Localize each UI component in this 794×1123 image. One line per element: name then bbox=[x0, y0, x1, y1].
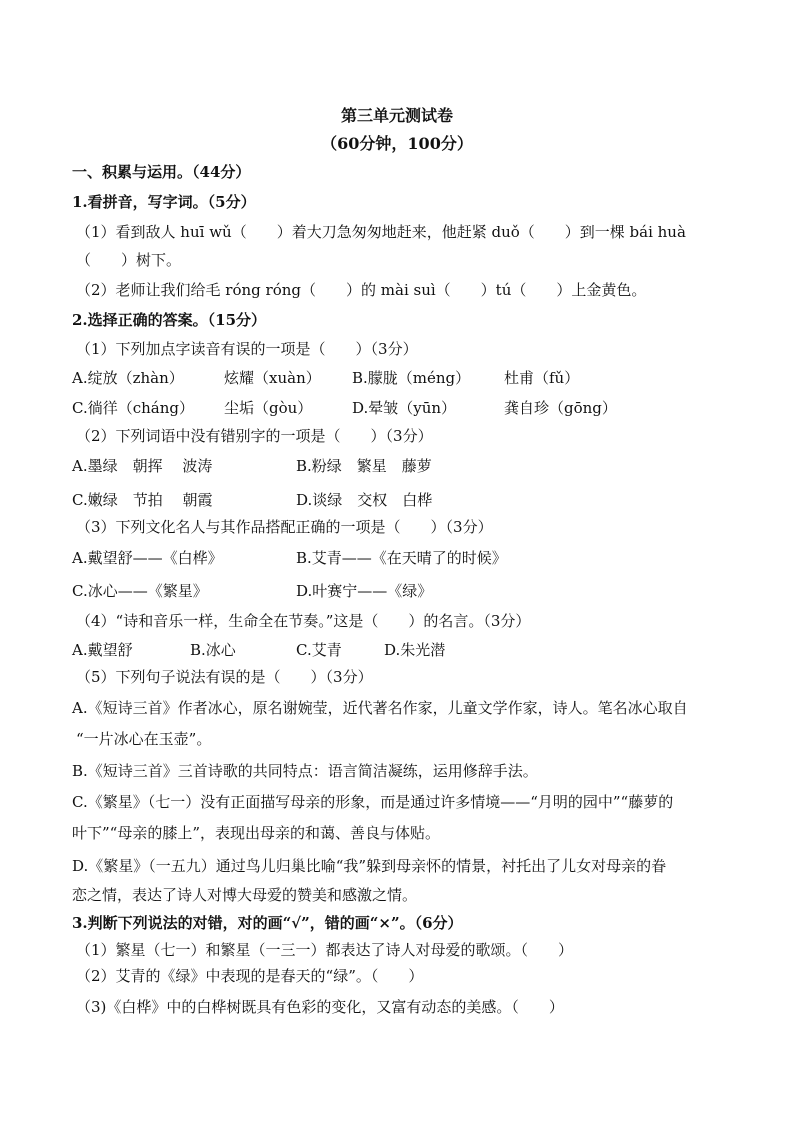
question-2-1-stem: （1）下列加点字读音有误的一项是（ ）（3分） bbox=[76, 340, 418, 358]
option-a: A.绽放（zhàn） bbox=[72, 369, 184, 387]
option-d: D.晕皱（yūn） bbox=[352, 399, 457, 417]
option-c-extra: 尘垢（gòu） bbox=[224, 399, 313, 417]
option-b: B.艾青——《在天晴了的时候》 bbox=[296, 549, 507, 567]
option-d-continued: 恋之情，表达了诗人对博大母爱的赞美和感激之情。 bbox=[72, 886, 418, 904]
statement-1: （1）繁星（七一）和繁星（一三一）都表达了诗人对母爱的歌颂。（ ） bbox=[76, 941, 574, 959]
option-b-extra: 杜甫（fǔ） bbox=[504, 369, 580, 387]
option-d: D.谈绿 交权 白桦 bbox=[296, 491, 433, 509]
question-2-4-stem: （4）“诗和音乐一样，生命全在节奏。”这是（ ）的名言。（3分） bbox=[76, 612, 531, 630]
option-a: A.戴望舒 bbox=[72, 641, 133, 659]
question-2-2-stem: （2）下列词语中没有错别字的一项是（ ）（3分） bbox=[76, 427, 433, 445]
question-1-heading: 1.看拼音，写字词。（5分） bbox=[72, 193, 256, 211]
option-d: D.叶赛宁——《绿》 bbox=[296, 582, 433, 600]
question-1-line: （2）老师让我们给毛 róng róng（ ）的 mài suì（ ）tú（ ）上金黄色。 bbox=[76, 281, 647, 299]
statement-2: （2）艾青的《绿》中表现的是春天的“绿”。（ ） bbox=[76, 967, 424, 985]
option-b: B.朦胧（méng） bbox=[352, 369, 471, 387]
option-b: B.《短诗三首》三首诗歌的共同特点：语言简洁凝练，运用修辞手法。 bbox=[72, 762, 538, 780]
question-3-heading: 3.判断下列说法的对错，对的画“√”，错的画“×”。（6分） bbox=[72, 914, 463, 932]
option-b: B.粉绿 繁星 藤萝 bbox=[296, 457, 432, 475]
option-a: A.墨绿 朝挥 波涛 bbox=[72, 457, 213, 475]
option-d-extra: 龚自珍（gōng） bbox=[504, 399, 617, 417]
option-c: C.冰心——《繁星》 bbox=[72, 582, 208, 600]
option-c: C.艾青 bbox=[296, 641, 342, 659]
option-c: C.嫩绿 节拍 朝霞 bbox=[72, 491, 213, 509]
option-a-continued: “一片冰心在玉壶”。 bbox=[76, 730, 212, 748]
option-c-continued: 叶下”“母亲的膝上”，表现出母亲的和蔼、善良与体贴。 bbox=[72, 824, 441, 842]
option-d: D.朱光潜 bbox=[384, 641, 446, 659]
page-subtitle: （60分钟，100分） bbox=[321, 134, 473, 153]
statement-3: （3)《白桦》中的白桦树既具有色彩的变化，又富有动态的美感。（ ） bbox=[76, 998, 564, 1016]
section-heading: 一、积累与运用。（44分） bbox=[72, 163, 251, 181]
question-1-line: （1）看到敌人 huī wǔ（ ）着大刀急匆匆地赶来，他赶紧 duǒ（ ）到一棵 bái huà bbox=[76, 223, 686, 241]
question-2-heading: 2.选择正确的答案。（15分） bbox=[72, 311, 267, 329]
option-a: A.《短诗三首》作者冰心，原名谢婉莹，近代著名作家，儿童文学作家，诗人。笔名冰心取自 bbox=[72, 699, 688, 717]
option-b: B.冰心 bbox=[190, 641, 236, 659]
option-a: A.戴望舒——《白桦》 bbox=[72, 549, 223, 567]
option-c: C.徜徉（cháng） bbox=[72, 399, 194, 417]
question-2-3-stem: （3）下列文化名人与其作品搭配正确的一项是（ ）（3分） bbox=[76, 518, 493, 536]
question-2-5-stem: （5）下列句子说法有误的是（ ）（3分） bbox=[76, 668, 373, 686]
question-1-line: （ ）树下。 bbox=[76, 251, 182, 269]
option-d: D.《繁星》（一五九）通过鸟儿归巢比喻“我”躲到母亲怀的情景，衬托出了儿女对母亲的眷 bbox=[72, 857, 667, 875]
page-title: 第三单元测试卷 bbox=[340, 106, 453, 125]
option-a-extra: 炫耀（xuàn） bbox=[224, 369, 321, 387]
option-c: C.《繁星》（七一）没有正面描写母亲的形象，而是通过许多情境——“月明的园中”“藤萝的 bbox=[72, 793, 674, 811]
